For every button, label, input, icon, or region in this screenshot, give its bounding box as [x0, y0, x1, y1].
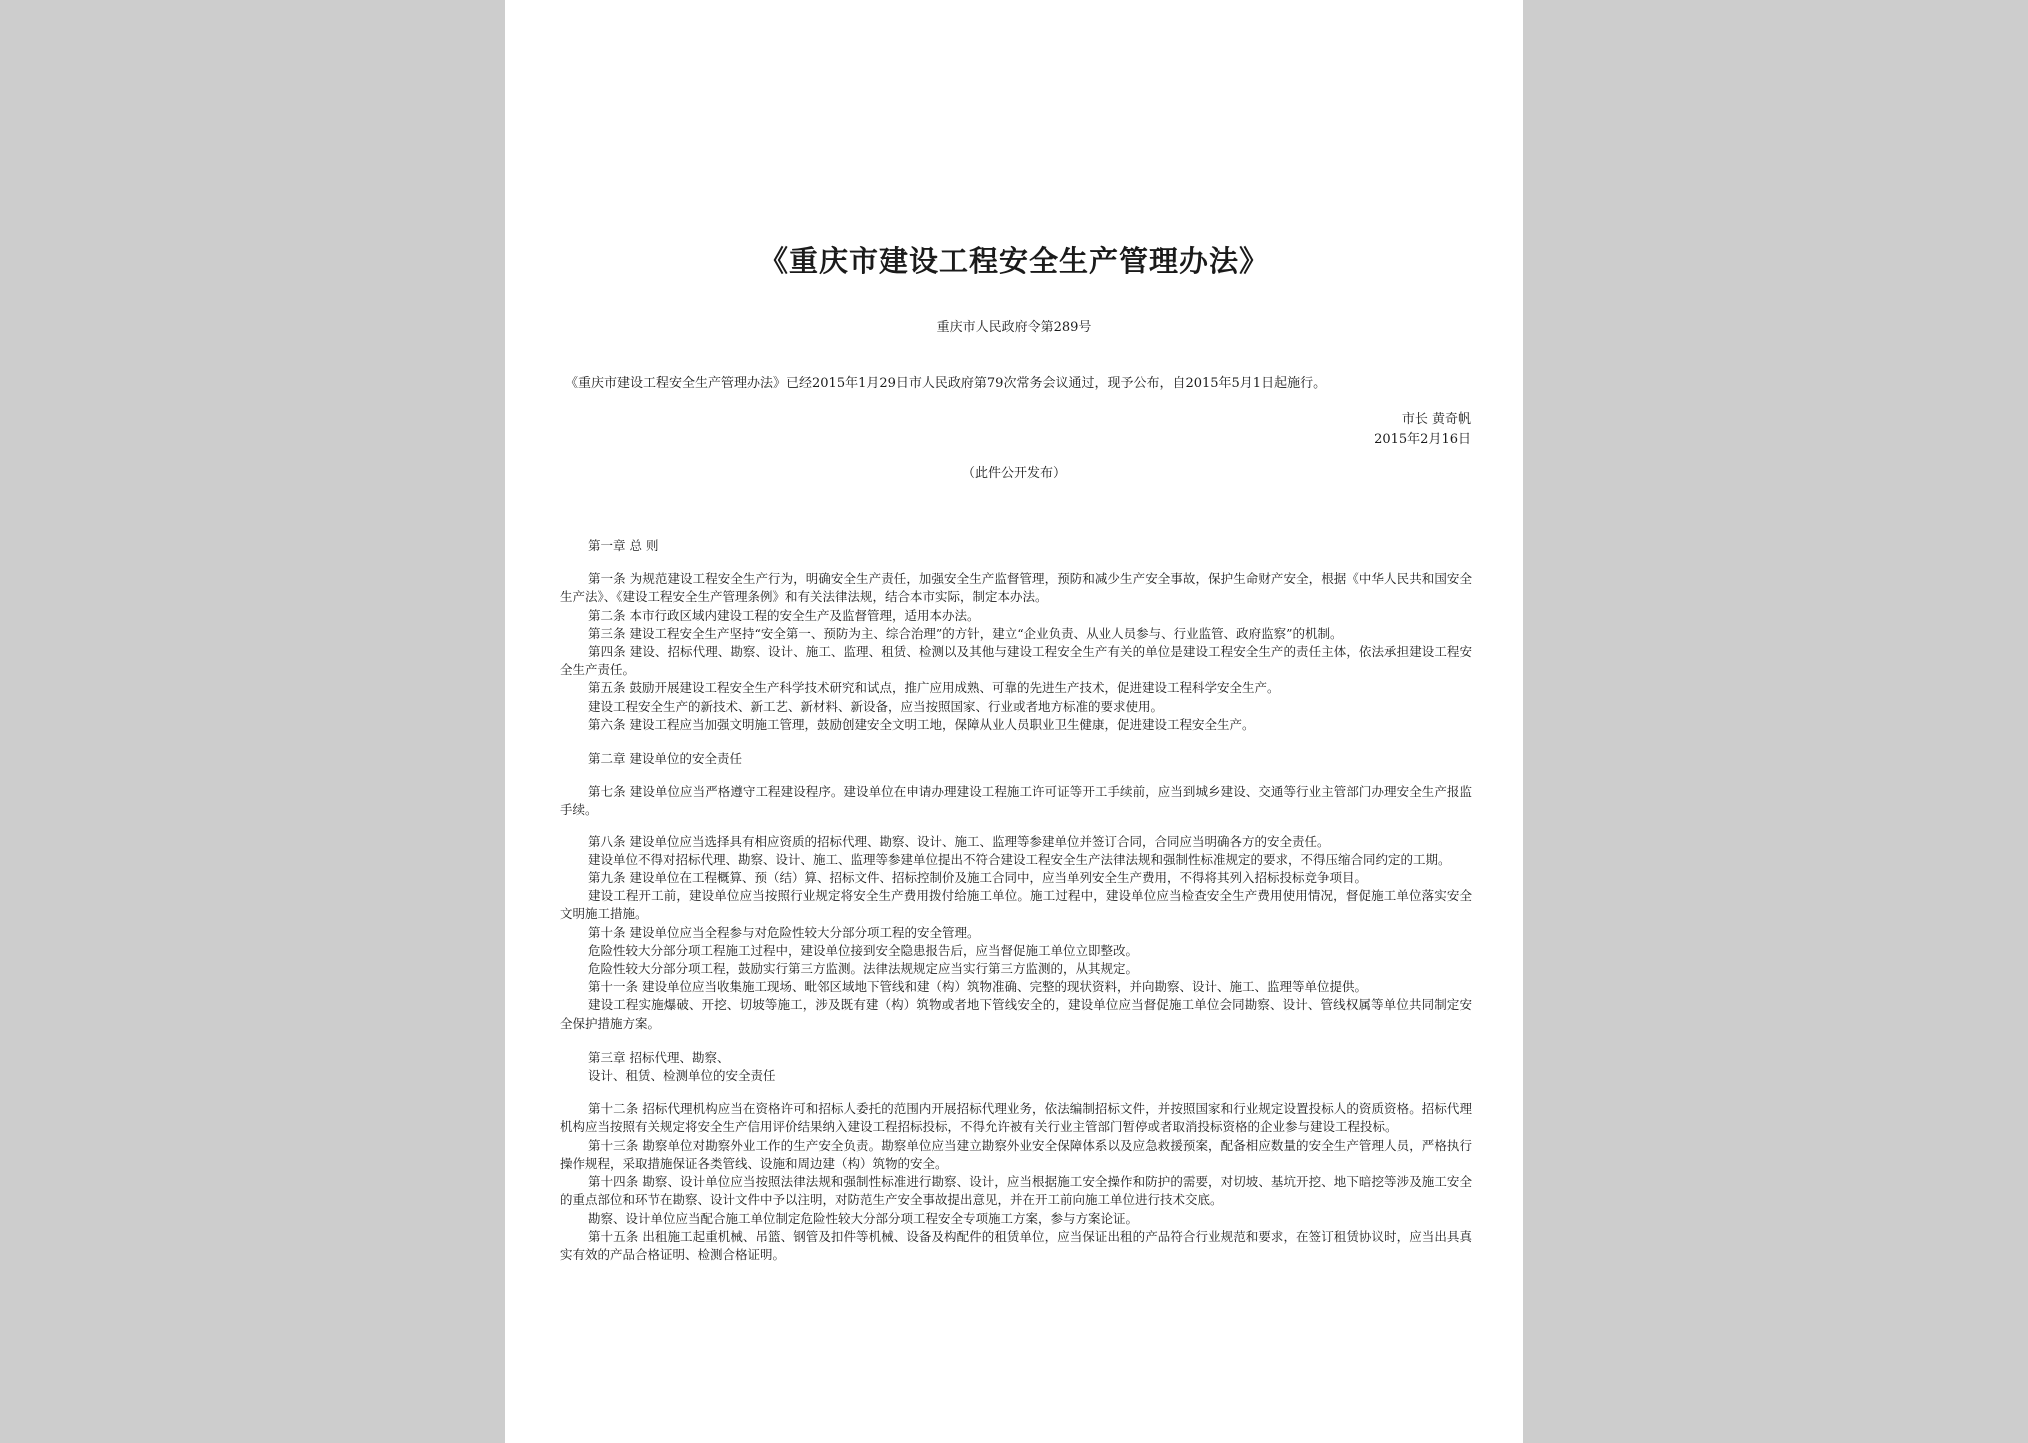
article-paragraph: 第十四条 勘察、设计单位应当按照法律法规和强制性标准进行勘察、设计，应当根据施工安全操作和防护的需要，对切坡、基坑开挖、地下暗挖等涉及施工安全的重点部位和环节在勘察、设计文件中予以注明，对防范生产安全事故提出意见，并在开工前向施工单位进行技术交底。 [560, 1174, 1472, 1208]
article-paragraph: 第五条 鼓励开展建设工程安全生产科学技术研究和试点，推广应用成熟、可靠的先进生产技术，促进建设工程科学安全生产。 [588, 680, 1280, 696]
article-paragraph: 第三条 建设工程安全生产坚持“安全第一、预防为主、综合治理”的方针，建立“企业负责、从业人员参与、行业监管、政府监察”的机制。 [588, 625, 1343, 641]
article-paragraph: 第十二条 招标代理机构应当在资格许可和招标人委托的范围内开展招标代理业务，依法编制招标文件，并按照国家和行业规定设置投标人的资质资格。招标代理机构应当按照有关规定将安全生产信用评价结果纳入建设工程招标投标，不得允许被有关行业主管部门暂停或者取消投标资格的企业参与建设工程投标。 [560, 1101, 1472, 1135]
document-body [560, 537, 1472, 1264]
intro-paragraph: 《重庆市建设工程安全生产管理办法》已经2015年1月29日市人民政府第79次常务会议通过，现予公布，自2015年5月1日起施行。 [565, 376, 1327, 391]
article-paragraph: 建设单位不得对招标代理、勘察、设计、施工、监理等参建单位提出不符合建设工程安全生产法律法规和强制性标准规定的要求，不得压缩合同约定的工期。 [588, 851, 1451, 867]
chapter-heading: 第一章 总 则 [588, 538, 659, 553]
signer: 市长 黄奇帆 [1401, 412, 1471, 427]
document-page [505, 0, 1523, 1443]
article-paragraph: 建设工程开工前，建设单位应当按照行业规定将安全生产费用拨付给施工单位。施工过程中，建设单位应当检查安全生产费用使用情况，督促施工单位落实安全文明施工措施。 [560, 888, 1472, 922]
article-paragraph: 危险性较大分部分项工程，鼓励实行第三方监测。法律法规规定应当实行第三方监测的，从其规定。 [588, 961, 1139, 977]
article-paragraph: 建设工程安全生产的新技术、新工艺、新材料、新设备，应当按照国家、行业或者地方标准的要求使用。 [588, 698, 1164, 714]
article-paragraph: 第十条 建设单位应当全程参与对危险性较大分部分项工程的安全管理。 [588, 924, 980, 940]
publish-note: （此件公开发布） [961, 466, 1066, 481]
article-paragraph: 勘察、设计单位应当配合施工单位制定危险性较大分部分项工程安全专项施工方案，参与方案论证。 [588, 1210, 1139, 1226]
chapter-heading-line: 设计、租赁、检测单位的安全责任 [588, 1068, 776, 1084]
article-paragraph: 危险性较大分部分项工程施工过程中，建设单位接到安全隐患报告后，应当督促施工单位立即整改。 [588, 942, 1139, 958]
article-paragraph: 第二条 本市行政区域内建设工程的安全生产及监督管理，适用本办法。 [588, 607, 980, 623]
article-paragraph: 第十三条 勘察单位对勘察外业工作的生产安全负责。勘察单位应当建立勘察外业安全保障体系以及应急救援预案，配备相应数量的安全生产管理人员，严格执行操作规程，采取措施保证各类管线、设施和周边建（构）筑物的安全。 [560, 1137, 1472, 1171]
chapter-heading [560, 1049, 1472, 1085]
article-paragraph: 第十五条 出租施工起重机械、吊篮、钢管及扣件等机械、设备及构配件的租赁单位，应当保证出租的产品符合行业规范和要求，在签订租赁协议时，应当出具真实有效的产品合格证明、检测合格证明。 [560, 1228, 1472, 1262]
article-paragraph: 第六条 建设工程应当加强文明施工管理，鼓励创建安全文明工地，保障从业人员职业卫生健康，促进建设工程安全生产。 [588, 716, 1255, 732]
article-paragraph: 第七条 建设单位应当严格遵守工程建设程序。建设单位在申请办理建设工程施工许可证等开工手续前，应当到城乡建设、交通等行业主管部门办理安全生产报监手续。 [560, 784, 1472, 818]
article-paragraph: 第四条 建设、招标代理、勘察、设计、施工、监理、租赁、检测以及其他与建设工程安全生产有关的单位是建设工程安全生产的责任主体，依法承担建设工程安全生产责任。 [560, 644, 1472, 678]
article-paragraph: 第十一条 建设单位应当收集施工现场、毗邻区域地下管线和建（构）筑物准确、完整的现状资料，并向勘察、设计、施工、监理等单位提供。 [588, 979, 1367, 995]
article-paragraph: 第一条 为规范建设工程安全生产行为，明确安全生产责任，加强安全生产监督管理，预防和减少生产安全事故，保护生命财产安全，根据《中华人民共和国安全生产法》、《建设工程安全生产管理条例》和有关法律法规，结合本市实际，制定本办法。 [560, 571, 1472, 605]
article-paragraph: 建设工程实施爆破、开挖、切坡等施工，涉及既有建（构）筑物或者地下管线安全的，建设单位应当督促施工单位会同勘察、设计、管线权属等单位共同制定安全保护措施方案。 [560, 997, 1472, 1031]
chapter-heading-line: 第三章 招标代理、勘察、 [588, 1049, 730, 1065]
chapter-heading: 第二章 建设单位的安全责任 [588, 751, 742, 767]
document-title: 《重庆市建设工程安全生产管理办法》 [758, 244, 1269, 278]
article-paragraph: 第八条 建设单位应当选择具有相应资质的招标代理、勘察、设计、施工、监理等参建单位并签订合同，合同应当明确各方的安全责任。 [588, 833, 1330, 849]
decree-number: 重庆市人民政府令第289号 [936, 320, 1092, 335]
signature-block [1374, 410, 1471, 450]
signature-date: 2015年2月16日 [1374, 432, 1471, 447]
article-paragraph: 第九条 建设单位在工程概算、预（结）算、招标文件、招标控制价及施工合同中，应当单列安全生产费用，不得将其列入招标投标竞争项目。 [588, 870, 1367, 886]
